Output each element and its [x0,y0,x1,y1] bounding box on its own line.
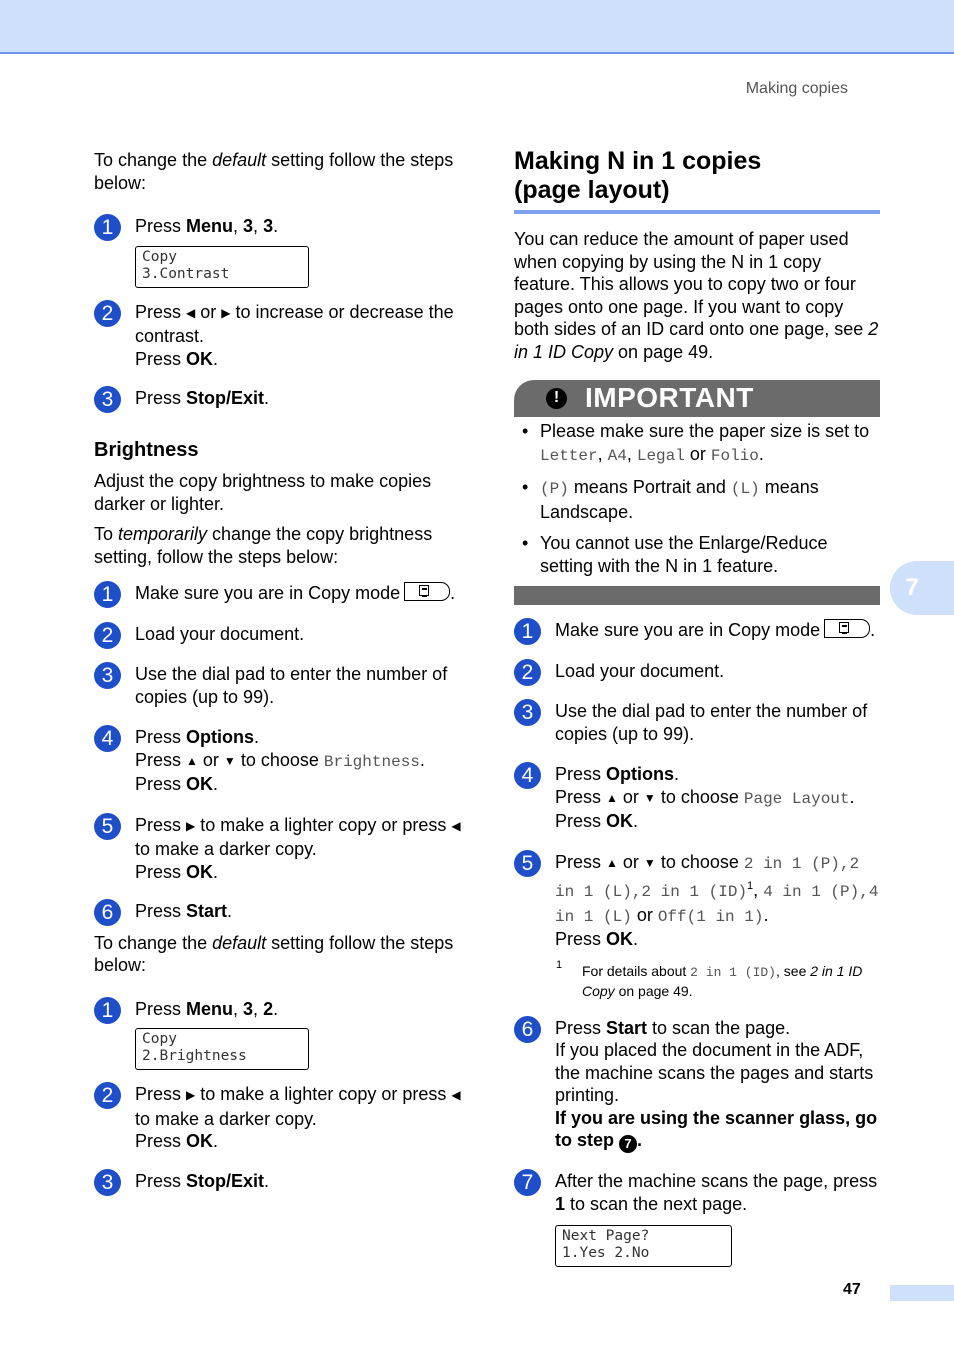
nin1-step-4: 4 Press Options. Press ▲ or ▼ to choose Page Layout. Press OK. [514,763,880,833]
left-arrow-icon: ◀ [451,1088,461,1102]
title-underline [514,210,880,214]
down-arrow-icon: ▼ [223,753,236,768]
default-intro-paragraph: To change the default setting follow the steps below: [94,932,454,975]
step-number: 2 [94,1082,121,1109]
step-number: 3 [94,1169,121,1196]
brightness-step-5: 5 Press ▶ to make a lighter copy or press ◀ to make a darker copy. Press OK. [94,814,469,884]
left-arrow-icon: ◀ [451,818,461,833]
left-arrow-icon: ◀ [186,305,196,320]
top-header-bar [0,0,954,54]
down-arrow-icon: ▼ [643,790,656,805]
step-number: 2 [94,300,121,327]
copy-mode-icon [404,582,450,601]
important-list [514,420,880,577]
contrast-step-2: 2 Press ◀ or ▶ to increase or decrease the contrast. Press OK. [94,301,469,371]
step-number: 1 [94,214,121,241]
chapter-number: 7 [905,574,919,601]
step-reference-icon: 7 [619,1135,637,1153]
exclamation-icon: ! [546,388,567,409]
chapter-tab [890,561,954,615]
running-header: Making copies [745,80,848,97]
footnote: 1 For details about 2 in 1 (ID), see 2 in 1 ID Copy on page 49. [556,958,863,999]
step-number: 1 [94,997,121,1024]
step-number: 4 [514,762,541,789]
list-item: • Please make sure the paper size is set to Letter, A4, Legal or Folio. [514,420,880,467]
nin1-step-2: 2 Load your document. [514,660,880,683]
brightness-temporary-intro: To temporarily change the copy brightness setting, follow the steps below: [94,524,433,567]
step-number: 7 [514,1169,541,1196]
step-number: 3 [514,699,541,726]
nin1-step-6: 6 Press Start to scan the page. If you placed the document in the ADF, the machine scans the pages and starts printing. If you are using the scanner glass, go to step 7 . [514,1017,880,1154]
list-item: • You cannot use the Enlarge/Reduce setting with the N in 1 feature. [514,532,880,577]
list-item: • (P) means Portrait and (L) means Landscape. [514,476,880,523]
down-arrow-icon: ▼ [643,855,656,870]
step-number: 6 [514,1016,541,1043]
brightness-step-4: 4 Press Options. Press ▲ or ▼ to choose Brightness. Press OK. [94,726,469,796]
step-number: 2 [514,659,541,686]
default-step-3: 3 Press Stop/Exit. [94,1170,469,1193]
brightness-description: Adjust the copy brightness to make copies darker or lighter. [94,471,432,514]
step-number: 5 [94,813,121,840]
nin1-step-7: 7 After the machine scans the page, press 1 to scan the next page. Next Page? 1.Yes 2.No [514,1170,880,1267]
section-heading-brightness: Brightness [94,438,199,461]
nin1-step-1: 1 Make sure you are in Copy mode . [514,619,880,642]
brightness-step-6: 6 Press Start. [94,900,469,923]
page-number-bar [890,1285,954,1301]
important-box [514,380,880,605]
up-arrow-icon: ▲ [606,855,618,870]
step-number: 4 [94,725,121,752]
right-column [514,147,880,1267]
right-arrow-icon: ▶ [186,1088,196,1102]
step-number: 5 [514,850,541,877]
brightness-step-1: 1 Make sure you are in Copy mode . [94,582,469,605]
step-number: 3 [94,662,121,689]
contrast-step-1: 1 Press Menu, 3, 3. Copy 3.Contrast [94,215,469,288]
important-header [514,380,880,417]
important-footer [514,586,880,605]
default-step-2: 2 Press ▶ to make a lighter copy or press ◀ to make a darker copy. Press OK. [94,1083,469,1153]
nin1-step-3: 3 Use the dial pad to enter the number of copies (up to 99). [514,700,880,745]
step-number: 3 [94,386,121,413]
default-step-1: 1 Press Menu, 3, 2. Copy 2.Brightness [94,998,469,1071]
contrast-step-3: 3 Press Stop/Exit. [94,387,469,410]
step-number: 1 [94,581,121,608]
right-arrow-icon: ▶ [186,818,196,833]
step-number: 6 [94,899,121,926]
step-number: 2 [94,622,121,649]
lcd-display: Copy 2.Brightness [135,1028,309,1070]
brightness-step-2: 2 Load your document. [94,623,469,646]
intro-paragraph: To change the default setting follow the steps below: [94,150,454,193]
left-column [94,149,469,1192]
page-number: 47 [843,1281,861,1298]
brightness-step-3: 3 Use the dial pad to enter the number of copies (up to 99). [94,663,469,708]
copy-mode-icon [824,619,870,638]
lcd-display: Copy 3.Contrast [135,246,309,288]
important-title: IMPORTANT [585,382,754,414]
right-arrow-icon: ▶ [221,305,231,320]
lcd-display: Next Page? 1.Yes 2.No [555,1225,732,1267]
up-arrow-icon: ▲ [606,790,618,805]
step-number: 1 [514,618,541,645]
up-arrow-icon: ▲ [186,753,198,768]
nin1-step-5: 5 Press ▲ or ▼ to choose 2 in 1 (P),2 in 1 (L),2 in 1 (ID)$^1$, 4 in 1 (P),4 in 1 (L) or Off(1 in 1). Press OK. [514,851,880,951]
nin1-intro: You can reduce the amount of paper used when copying by using the N in 1 copy feature. This allows you to copy two or four pages onto one page. If you want to copy both sides of an ID card onto one page, see 2 in 1 ID Copy on page 49. [514,229,879,362]
section-title: Making N in 1 copies (page layout) [514,147,762,204]
